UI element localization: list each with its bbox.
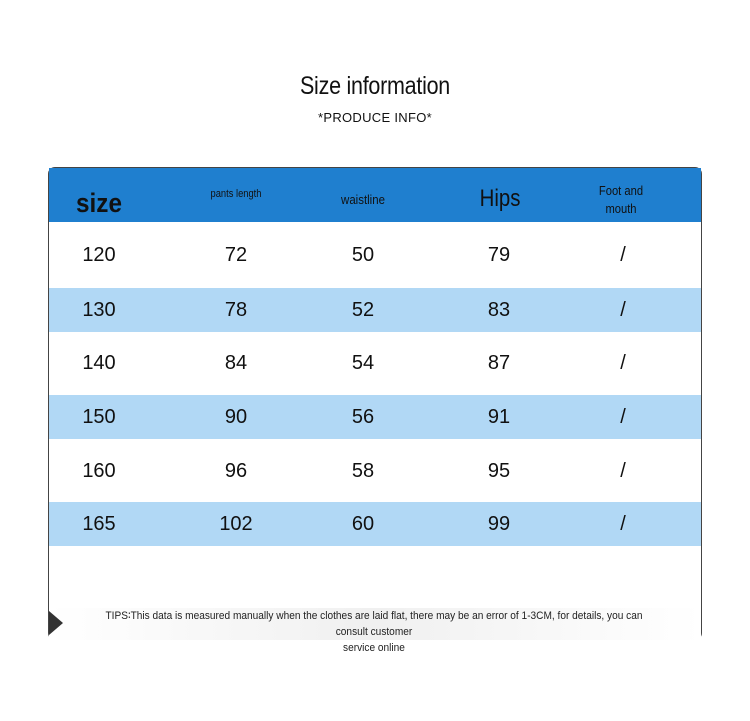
table-row [49,288,701,332]
size-table [48,167,702,654]
cell-hips: 83 [487,299,511,321]
cell-waistline: 56 [351,406,375,428]
cell-waistline: 58 [351,460,375,482]
table-row [49,233,701,277]
cell-size: 140 [82,352,116,374]
header-foot-line1: Foot and [598,183,644,198]
tips-line2: service online [343,642,405,654]
cell-hips: 87 [487,352,511,374]
cell-waistline: 60 [351,513,375,535]
cell-pants-length: 78 [224,299,248,321]
cell-hips: 95 [487,460,511,482]
cell-foot-mouth: / [620,352,626,374]
table-row [49,341,701,385]
arrow-icon [49,611,63,635]
cell-pants-length: 84 [224,352,248,374]
cell-size: 130 [82,299,116,321]
table-row [49,395,701,439]
cell-hips: 99 [487,513,511,535]
cell-waistline: 54 [351,352,375,374]
cell-hips: 79 [487,244,511,266]
cell-foot-mouth: / [620,460,626,482]
cell-hips: 91 [487,406,511,428]
header-waistline: waistline [341,191,385,207]
header-foot-line2: mouth [605,201,637,216]
cell-pants-length: 90 [224,406,248,428]
cell-pants-length: 96 [224,460,248,482]
page-subtitle: *PRODUCE INFO* [318,110,432,125]
tips-line1: TIPS∶This data is measured manually when the clothes are laid flat, there may be an error of 1-3CM, for details, you can consult customer [105,610,643,638]
cell-size: 120 [82,244,116,266]
header-hips: Hips [479,185,521,212]
tips-note [103,608,646,656]
cell-size: 165 [82,513,116,535]
cell-waistline: 50 [351,244,375,266]
header-foot-mouth [582,173,659,227]
cell-foot-mouth: / [620,406,626,428]
cell-size: 150 [82,406,116,428]
cell-foot-mouth: / [620,299,626,321]
cell-size: 160 [82,460,116,482]
table-row [49,449,701,493]
cell-foot-mouth: / [620,513,626,535]
cell-foot-mouth: / [620,244,626,266]
cell-pants-length: 102 [219,513,253,535]
header-pants-length: pants length [210,188,262,200]
header-size: size [76,187,122,218]
table-row [49,502,701,546]
cell-waistline: 52 [351,299,375,321]
cell-pants-length: 72 [224,244,248,266]
page-title: Size information [299,72,451,100]
table-header [49,168,701,222]
